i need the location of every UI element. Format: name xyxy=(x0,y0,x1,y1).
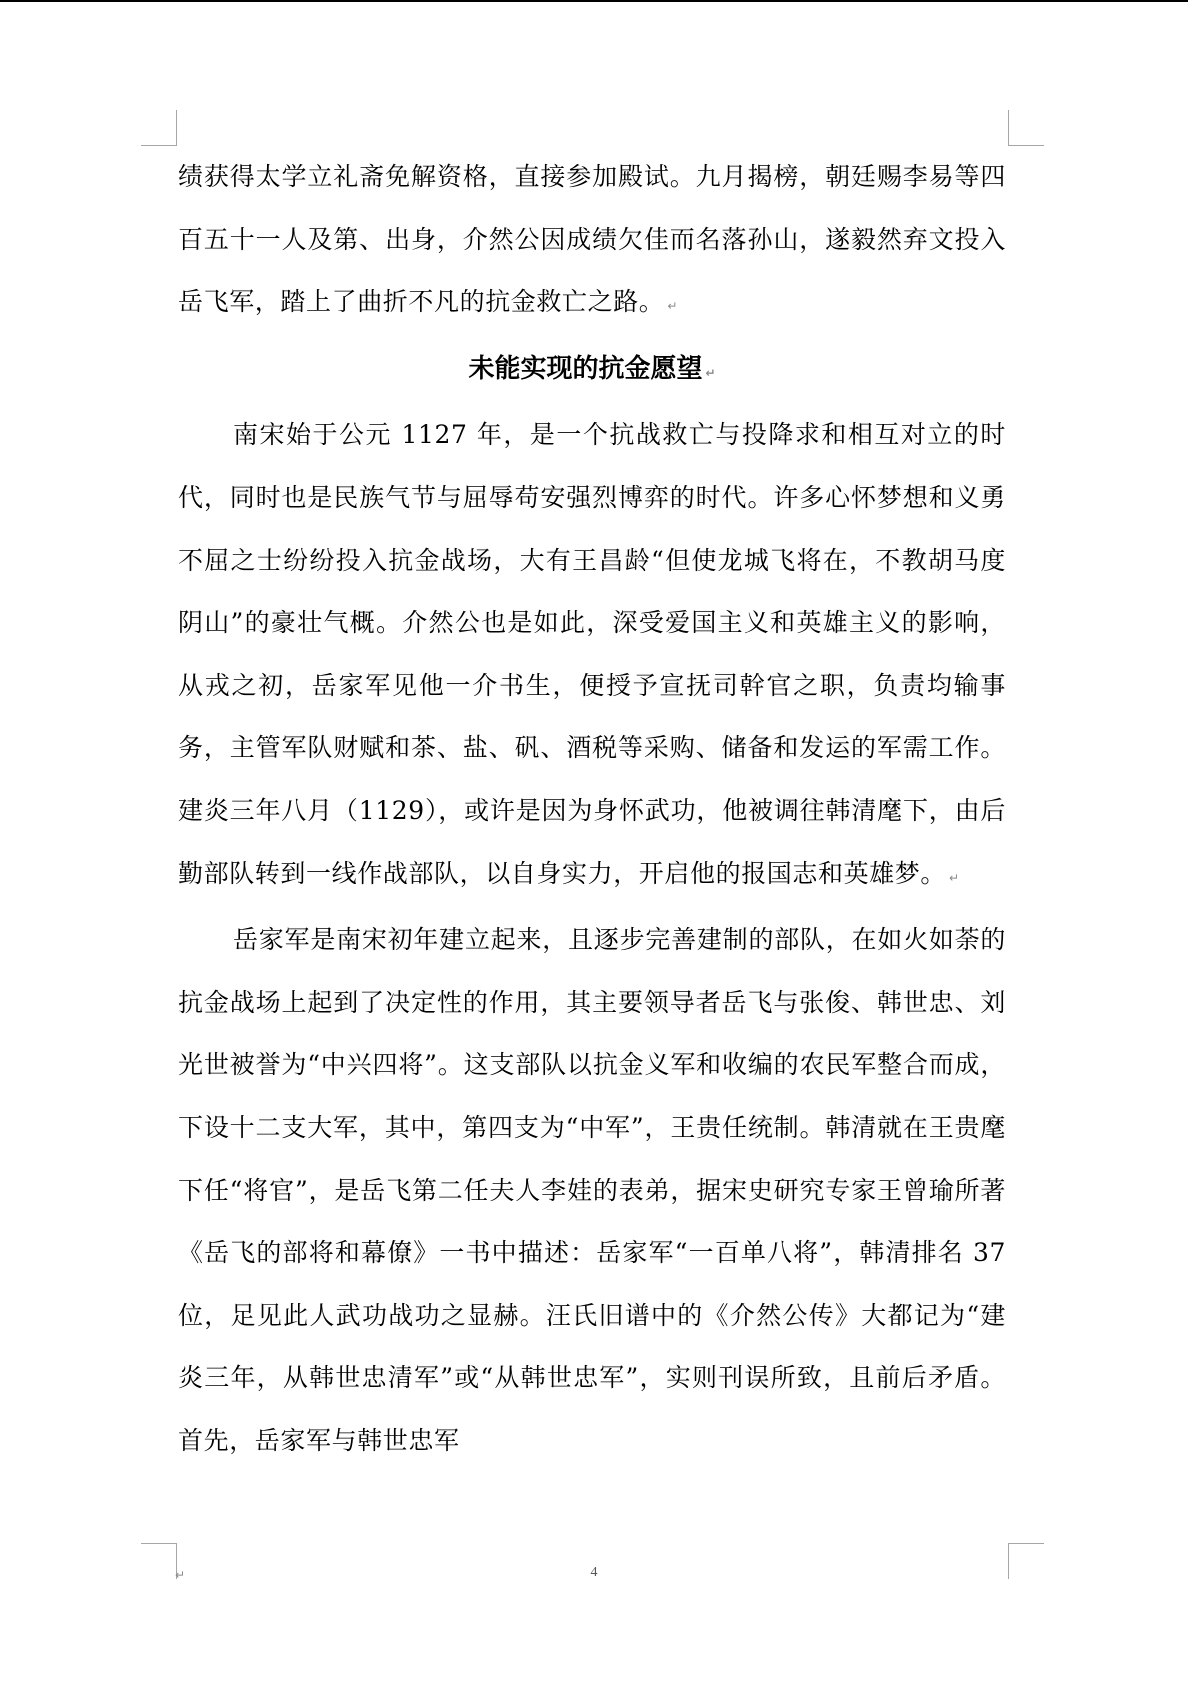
margin-corner-mark-top-left xyxy=(141,110,177,146)
paragraph-text: 绩获得太学立礼斋免解资格，直接参加殿试。九月揭榜，朝廷赐李易等四百五十一人及第、出身，介然公因成绩欠佳而名落孙山，遂毅然弃文投入岳飞军，踏上了曲折不凡的抗金救亡之路。 xyxy=(178,162,1006,317)
heading-text: 未能实现的抗金愿望 xyxy=(468,353,703,384)
footer-paragraph-mark-icon: ↵ xyxy=(175,1568,186,1582)
top-border-line xyxy=(0,0,1188,2)
paragraph-mark-icon: ↵ xyxy=(949,870,960,885)
section-heading[interactable] xyxy=(178,338,1006,405)
paragraph-mark-icon: ↵ xyxy=(667,299,679,314)
paragraph-text: 南宋始于公元 1127 年，是一个抗战救亡与投降求和相互对立的时代，同时也是民族气节与屈辱苟安强烈博弈的时代。许多心怀梦想和义勇不屈之士纷纷投入抗金战场，大有王昌龄“但使龙城飞将在，不教胡马度阴山”的豪壮气概。介然公也是如此，深受爱国主义和英雄主义的影响，从戎之初，岳家军见他一介书生，便授予宣抚司幹官之职，负责均输事务，主管军队财赋和茶、盐、矾、酒税等采购、储备和发运的军需工作。建炎三年八月（1129），或许是因为身怀武功，他被调往韩清麾下，由后勤部队转到一线作战部队，以自身实力，开启他的报国志和英雄梦。 xyxy=(178,420,1006,888)
page-number: 4 xyxy=(590,1565,598,1580)
paragraph-mark-icon: ↵ xyxy=(705,365,716,380)
paragraph-yue-army[interactable] xyxy=(178,909,1006,1472)
paragraph-text: 岳家军是南宋初年建立起来，且逐步完善建制的部队，在如火如荼的抗金战场上起到了决定性的作用，其主要领导者岳飞与张俊、韩世忠、刘光世被誉为“中兴四将”。这支部队以抗金义军和收编的农民军整合而成，下设十二支大军，其中，第四支为“中军”，王贵任统制。韩清就在王贵麾下任“将官”，是岳飞第二任夫人李娃的表弟，据宋史研究专家王曾瑜所著《岳飞的部将和幕僚》一书中描述：岳家军“一百单八将”，韩清排名 37 位，足见此人武功战功之显赫。汪氏旧谱中的《介然公传》大都记为“建炎三年，从韩世忠清军”或“从韩世忠军”，实则刊误所致，且前后矛盾。首先，岳家军与韩世忠军 xyxy=(178,925,1006,1455)
paragraph-southern-song[interactable] xyxy=(178,404,1006,909)
document-body[interactable] xyxy=(178,146,1006,1472)
margin-corner-mark-top-right xyxy=(1008,110,1044,146)
paragraph-continuation[interactable] xyxy=(178,146,1006,338)
